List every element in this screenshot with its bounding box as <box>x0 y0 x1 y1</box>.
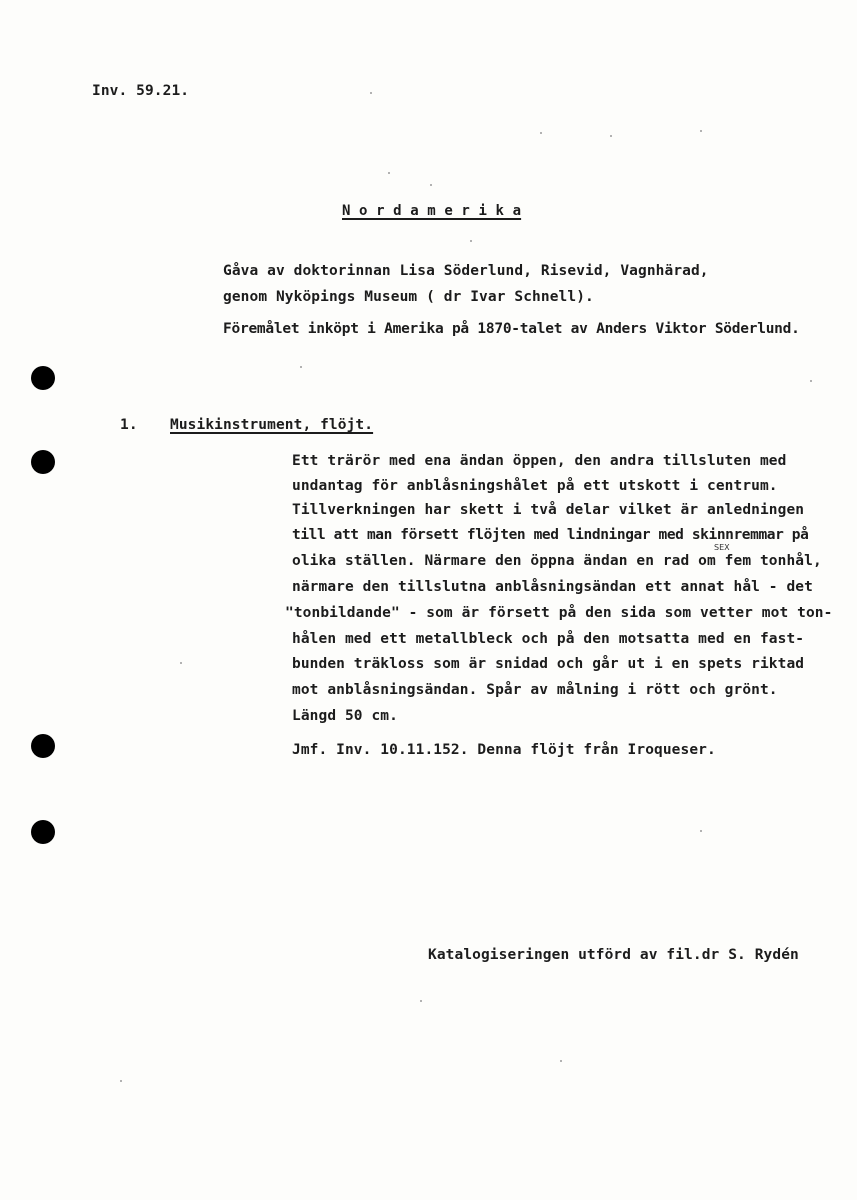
cataloguer-signature: Katalogiseringen utförd av fil.dr S. Rydén <box>428 947 799 963</box>
page-title: N o r d a m e r i k a <box>342 203 522 219</box>
scan-speck <box>560 1060 562 1062</box>
punch-hole <box>31 450 55 474</box>
description-line: Längd 50 cm. <box>292 708 398 724</box>
scan-speck <box>120 1080 122 1082</box>
description-line: undantag för anblåsningshålet på ett utskott i centrum. <box>292 478 778 494</box>
cross-reference: Jmf. Inv. 10.11.152. Denna flöjt från Iroqueser. <box>292 742 716 758</box>
scan-speck <box>300 366 302 368</box>
description-line: till att man försett flöjten med lindningar med skinnremmar på <box>292 527 809 543</box>
inventory-number: Inv. 59.21. <box>92 83 190 99</box>
scan-speck <box>610 135 612 137</box>
scan-speck <box>540 132 542 134</box>
item-name: Musikinstrument, flöjt. <box>170 417 374 433</box>
scan-speck <box>370 92 372 94</box>
description-line: hålen med ett metallbleck och på den motsatta med en fast- <box>292 631 805 647</box>
provenance-line: Gåva av doktorinnan Lisa Söderlund, Risevid, Vagnhärad, <box>223 263 709 279</box>
item-number: 1. <box>120 417 138 433</box>
description-line: mot anblåsningsändan. Spår av målning i rött och grönt. <box>292 682 778 698</box>
scan-speck <box>430 184 432 186</box>
description-line: olika ställen. Närmare den öppna ändan en rad om fem tonhål, <box>292 553 822 569</box>
scan-speck <box>700 130 702 132</box>
description-line: närmare den tillslutna anblåsningsändan ett annat hål - det <box>292 579 813 595</box>
punch-hole <box>31 366 55 390</box>
description-line: bunden träkloss som är snidad och går ut i en spets riktad <box>292 656 805 672</box>
scan-speck <box>388 172 390 174</box>
scan-speck <box>810 380 812 382</box>
punch-hole <box>31 734 55 758</box>
scan-speck <box>420 1000 422 1002</box>
scan-speck <box>700 830 702 832</box>
provenance-line: Föremålet inköpt i Amerika på 1870-talet av Anders Viktor Söderlund. <box>223 321 800 337</box>
description-line: Tillverkningen har skett i två delar vilket är anledningen <box>292 502 805 518</box>
description-line: "tonbildande" - som är försett på den sida som vetter mot ton- <box>285 605 833 621</box>
punch-hole <box>31 820 55 844</box>
description-line: Ett trärör med ena ändan öppen, den andra tillsluten med <box>292 453 787 469</box>
handwritten-correction: SEX <box>714 543 730 552</box>
provenance-line: genom Nyköpings Museum ( dr Ivar Schnell). <box>223 289 594 305</box>
scan-speck <box>180 662 182 664</box>
scan-speck <box>470 240 472 242</box>
